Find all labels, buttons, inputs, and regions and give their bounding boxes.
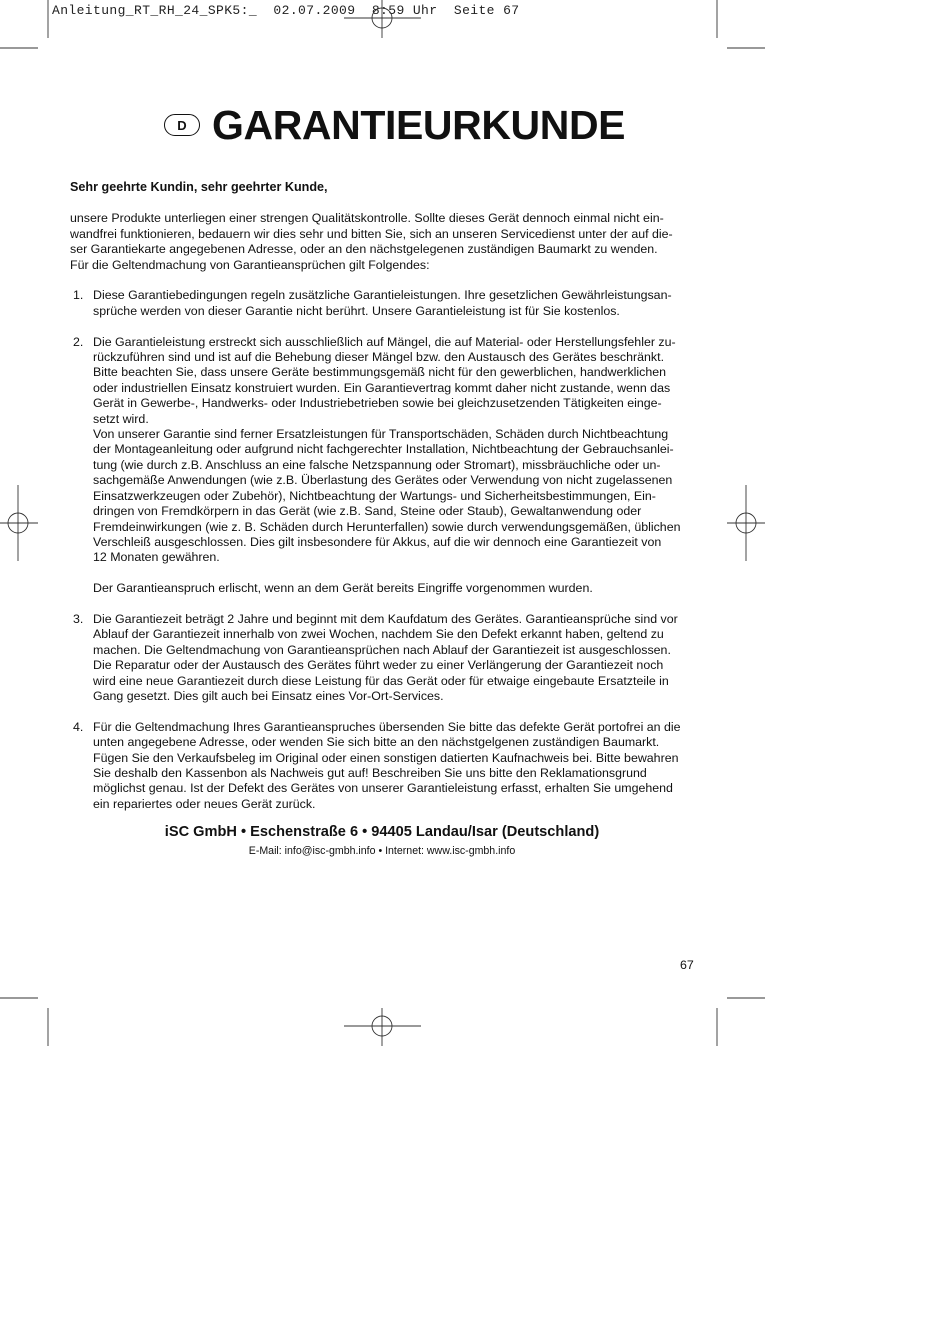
text-line: Fügen Sie den Verkaufsbeleg im Original oder einen sonstigen datierten Kaufnachweis bei. Bitte bewahren	[93, 750, 679, 765]
text-line: unten angegebene Adresse, oder wenden Sie sich bitte an den nächstgelgenen zuständigen Baumarkt.	[93, 735, 660, 750]
registration-mark-bottom	[344, 1008, 421, 1046]
text-line: Ablauf der Garantiezeit innerhalb von zwei Wochen, nachdem Sie den Defekt erkannt haben, geltend zu	[93, 627, 664, 642]
text-line: Für die Geltendmachung von Garantieansprüchen gilt Folgendes:	[70, 257, 430, 272]
text-line: ein repariertes oder neues Gerät zurück.	[93, 796, 316, 811]
text-line: unsere Produkte unterliegen einer strengen Qualitätskontrolle. Sollte dieses Gerät dennoch einmal nicht ein-	[70, 211, 664, 226]
text-line: Bitte beachten Sie, dass unsere Geräte bestimmungsgemäß nicht für den gewerblichen, handwerklichen	[93, 365, 667, 380]
text-line: ser Garantiekarte angegebenen Adresse, oder an den nächstgelegenen zuständigen Baumarkt zu wenden.	[70, 242, 658, 257]
warranty-text	[70, 180, 700, 828]
text-line: Die Garantiezeit beträgt 2 Jahre und beginnt mit dem Kaufdatum des Gerätes. Garantieansprüche sind vor	[93, 611, 678, 626]
item-number: 2.	[73, 334, 84, 349]
text-line: machen. Die Geltendmachung von Garantieansprüchen nach Ablauf der Garantiezeit ist ausgeschlossen.	[93, 642, 671, 657]
conditions-list	[70, 288, 700, 812]
intro-paragraph	[70, 211, 700, 273]
title-row	[164, 100, 625, 150]
text-line: wird eine neue Garantiezeit durch diese Leistung für das Gerät oder für etwaige eingebaute Ersatzteile in	[93, 673, 669, 688]
text-line: Verschleiß ausgeschlossen. Dies gilt insbesondere für Akkus, auf die wir dennoch eine Garantiezeit von	[93, 534, 662, 549]
text-line: Fremdeinwirkungen (wie z. B. Schäden durch Herunterfallen) sowie durch verwendungsgemäßen, üblichen	[93, 519, 681, 534]
item-number: 4.	[73, 719, 84, 734]
text-line: Der Garantieanspruch erlischt, wenn an dem Gerät bereits Eingriffe vorgenommen wurden.	[93, 581, 593, 596]
text-line: wandfrei funktionieren, bedauern wir dies sehr und bitten Sie, sich an unseren Servicedienst unter der auf die-	[70, 226, 673, 241]
text-line: sachgemäße Anwendungen (wie z.B. Überlastung des Gerätes oder Verwendung von nicht zugelassenen	[93, 473, 673, 488]
text-line: Gang gesetzt. Dies gilt auch bei Einsatz eines Vor-Ort-Services.	[93, 688, 444, 703]
text-line: Diese Garantiebedingungen regeln zusätzliche Garantieleistungen. Ihre gesetzlichen Gewährleistungsan-	[93, 288, 672, 303]
list-item	[70, 612, 700, 704]
registration-mark-left	[0, 485, 38, 561]
text-line: Die Garantieleistung erstreckt sich ausschließlich auf Mängel, die auf Material- oder Herstellungsfehler zu-	[93, 334, 676, 349]
text-line: Einsatzwerkzeugen oder Zubehör), Nichtbeachtung der Wartungs- und Sicherheitsbestimmungen, Ein-	[93, 488, 656, 503]
country-badge: D	[164, 114, 200, 136]
text-line: Von unserer Garantie sind ferner Ersatzleistungen für Transportschäden, Schäden durch Nichtbeachtung	[93, 427, 669, 442]
text-line: Gerät in Gewerbe-, Handwerks- oder Industriebetrieben sowie bei gleichzusetzenden Tätigkeiten einge-	[93, 396, 662, 411]
list-item	[70, 720, 700, 812]
page-title: GARANTIEURKUNDE	[212, 101, 626, 148]
text-line: oder industriellen Einsatz konstruiert wurden. Ein Garantievertrag kommt daher nicht zustande, wenn das	[93, 380, 671, 395]
item-number: 1.	[73, 288, 84, 303]
item-number: 3.	[73, 611, 84, 626]
text-line: dringen von Fremdkörpern in das Gerät (wie z.B. Sand, Steine oder Staub), Gewaltanwendung oder	[93, 504, 642, 519]
registration-mark-right	[727, 485, 765, 561]
text-line: möglichst genau. Ist der Defekt des Gerätes von unserer Garantieleistung erfasst, erhalten Sie umgehend	[93, 781, 673, 796]
text-line: rückzuführen sind und ist auf die Behebung dieser Mängel bzw. den Austausch des Gerätes beschränkt.	[93, 350, 665, 365]
text-line: der Montageanleitung oder aufgrund nicht fachgerechter Installation, Nichtbeachtung der Gebrauchsanlei-	[93, 442, 674, 457]
company-address: iSC GmbH • Eschenstraße 6 • 94405 Landau/Isar (Deutschland)	[164, 824, 600, 840]
page-number: 67	[680, 958, 694, 972]
text-line: Sie deshalb den Kassenbon als Nachweis gut auf! Beschreiben Sie uns bitte den Reklamationsgrund	[93, 765, 647, 780]
text-line: setzt wird.	[93, 411, 149, 426]
salutation: Sehr geehrte Kundin, sehr geehrter Kunde,	[70, 180, 328, 194]
text-line: Für die Geltendmachung Ihres Garantieanspruches übersenden Sie bitte das defekte Gerät portofrei an die	[93, 719, 681, 734]
registration-mark-top	[344, 0, 421, 38]
list-item	[70, 335, 700, 597]
list-item	[70, 288, 700, 319]
print-header: Anleitung_RT_RH_24_SPK5:_ 02.07.2009 8:59 Uhr Seite 67	[52, 3, 520, 18]
text-line: tung (wie durch z.B. Anschluss an eine falsche Netzspannung oder Stromart), missbräuchliche oder un-	[93, 457, 661, 472]
text-line: 12 Monaten gewähren.	[93, 550, 220, 565]
text-line: Die Reparatur oder der Austausch des Gerätes führt weder zu einer Verlängerung der Garantiezeit noch	[93, 658, 664, 673]
text-line: sprüche werden von dieser Garantie nicht berührt. Unsere Garantieleistung ist für Sie kostenlos.	[93, 303, 620, 318]
contact-info: E-Mail: info@isc-gmbh.info • Internet: www.isc-gmbh.info	[248, 845, 516, 857]
